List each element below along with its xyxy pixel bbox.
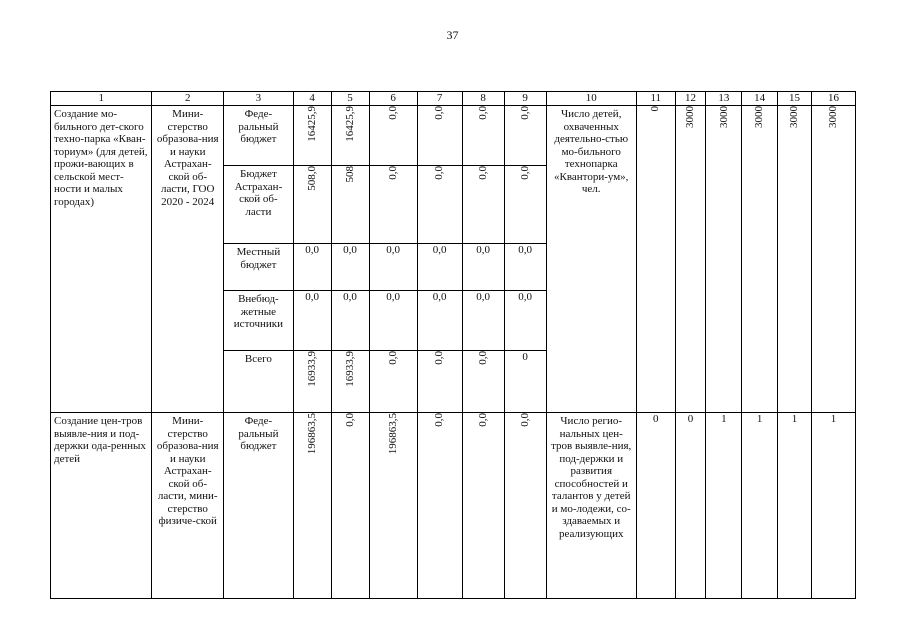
target-cell	[706, 106, 742, 413]
value-text: 16933,9	[343, 351, 356, 387]
value-cell	[331, 351, 369, 413]
header-cell: 16	[811, 92, 855, 106]
value-text: 0,0	[518, 106, 531, 120]
header-cell: 10	[546, 92, 636, 106]
value-cell	[462, 166, 504, 244]
value-text: 0,0	[476, 106, 489, 120]
indicator-name: Число детей, охваченных деятельно-стью мо-бильного технопарка «Квантори-ум», чел.	[554, 108, 629, 195]
value-cell: 0,0	[293, 244, 331, 291]
indicator-cell	[546, 413, 636, 599]
program-table	[50, 91, 856, 599]
value-cell: 0,0	[504, 244, 546, 291]
value-cell	[369, 351, 417, 413]
value-cell	[331, 106, 369, 166]
target-cell: 0	[675, 413, 706, 599]
target-cell: 1	[811, 413, 855, 599]
header-cell: 13	[706, 92, 742, 106]
page-number: 37	[446, 28, 459, 42]
value-cell: 0,0	[331, 244, 369, 291]
value-text: 508	[343, 166, 356, 183]
funding-source: Всего	[244, 353, 272, 365]
measure-name-cell	[51, 413, 152, 599]
value-cell: 0	[504, 351, 546, 413]
value-cell	[293, 106, 331, 166]
table-row	[51, 106, 856, 166]
header-cell: 6	[369, 92, 417, 106]
value-text: 196863,5	[386, 413, 399, 455]
value-text: 0,0	[343, 413, 356, 427]
executor: Мини-стерство образова-ния и науки Астрахан-ской об-ласти, мини-стерство физиче-ской	[156, 415, 219, 527]
measure-name: Создание цен-тров выявле-ния и под-держки ода-ренных детей	[54, 415, 146, 465]
target-cell	[636, 106, 675, 413]
value-text: 0,0	[476, 351, 489, 365]
header-cell: 15	[778, 92, 812, 106]
executor-cell	[152, 413, 224, 599]
value-cell	[504, 106, 546, 166]
target-cell	[811, 106, 855, 413]
value-text: 0,0	[476, 166, 489, 180]
target-value: 3000	[788, 106, 801, 128]
measure-name-cell	[51, 106, 152, 413]
value-cell: 0,0	[504, 291, 546, 351]
value-text: 16933,9	[305, 351, 318, 387]
measure-name: Создание мо-бильного дет-ского техно-парка «Кван-ториум» (для детей, прожи-вающих в сельской мест-ности и малых городах)	[54, 108, 148, 208]
value-cell	[369, 413, 417, 599]
header-cell: 11	[636, 92, 675, 106]
target-cell	[675, 106, 706, 413]
header-cell: 2	[152, 92, 224, 106]
value-cell	[462, 351, 504, 413]
value-cell: 0,0	[462, 244, 504, 291]
value-text: 16425,9	[343, 106, 356, 142]
value-text: 0,0	[386, 351, 399, 365]
source-cell	[224, 166, 294, 244]
target-value: 0	[649, 106, 662, 112]
source-cell	[224, 351, 294, 413]
target-cell: 0	[636, 413, 675, 599]
header-cell: 14	[742, 92, 778, 106]
value-cell	[331, 166, 369, 244]
value-text: 0,0	[386, 166, 399, 180]
target-cell: 1	[778, 413, 812, 599]
value-text: 0,0	[518, 413, 531, 427]
target-cell	[742, 106, 778, 413]
funding-source: Бюджет Астрахан-ской об-ласти	[234, 168, 283, 218]
source-cell	[224, 244, 294, 291]
source-cell	[224, 106, 294, 166]
value-cell	[417, 106, 462, 166]
funding-source: Феде-ральный бюджет	[238, 108, 279, 145]
value-text: 0,0	[433, 106, 446, 120]
header-row	[51, 92, 856, 106]
value-cell: 0,0	[331, 291, 369, 351]
header-cell: 12	[675, 92, 706, 106]
target-cell: 1	[706, 413, 742, 599]
value-cell	[417, 166, 462, 244]
value-text: 508,0	[305, 166, 318, 191]
value-cell	[504, 166, 546, 244]
value-cell	[369, 106, 417, 166]
value-cell	[462, 106, 504, 166]
header-cell: 3	[224, 92, 294, 106]
header-cell: 8	[462, 92, 504, 106]
target-cell	[778, 106, 812, 413]
value-cell: 0,0	[369, 244, 417, 291]
indicator-name: Число регио-нальных цен-тров выявле-ния, под-держки и развития способностей и талантов у детей и мо-лодежи, со-здаваемых и реализующих	[551, 415, 632, 540]
value-text: 16425,9	[305, 106, 318, 142]
funding-source: Внебюд-жетные источники	[233, 293, 283, 330]
value-cell	[331, 413, 369, 599]
header-cell: 4	[293, 92, 331, 106]
target-value: 3000	[827, 106, 840, 128]
executor: Мини-стерство образова-ния и науки Астрахан-ской об-ласти, ГОО 2020 - 2024	[156, 108, 219, 208]
value-cell: 0,0	[462, 291, 504, 351]
value-text: 0,0	[433, 351, 446, 365]
value-cell: 0,0	[369, 291, 417, 351]
target-value: 3000	[684, 106, 697, 128]
value-text: 0,0	[433, 166, 446, 180]
table-row	[51, 413, 856, 599]
header-cell: 1	[51, 92, 152, 106]
value-cell	[417, 351, 462, 413]
value-cell	[417, 413, 462, 599]
value-text: 0,0	[518, 166, 531, 180]
target-value: 3000	[717, 106, 730, 128]
value-cell	[462, 413, 504, 599]
header-cell: 9	[504, 92, 546, 106]
executor-cell	[152, 106, 224, 413]
header-cell: 7	[417, 92, 462, 106]
target-value: 3000	[753, 106, 766, 128]
source-cell	[224, 291, 294, 351]
value-text: 0,0	[433, 413, 446, 427]
value-cell	[293, 351, 331, 413]
indicator-cell	[546, 106, 636, 413]
value-text: 196863,5	[305, 413, 318, 455]
value-cell	[293, 166, 331, 244]
value-cell	[504, 413, 546, 599]
target-cell: 1	[742, 413, 778, 599]
value-cell	[293, 413, 331, 599]
value-text: 0,0	[386, 106, 399, 120]
funding-source: Феде-ральный бюджет	[238, 415, 279, 452]
source-cell	[224, 413, 294, 599]
value-cell	[369, 166, 417, 244]
header-cell: 5	[331, 92, 369, 106]
funding-source: Местный бюджет	[236, 246, 281, 271]
value-cell: 0,0	[293, 291, 331, 351]
value-cell: 0,0	[417, 291, 462, 351]
value-text: 0,0	[476, 413, 489, 427]
value-cell: 0,0	[417, 244, 462, 291]
